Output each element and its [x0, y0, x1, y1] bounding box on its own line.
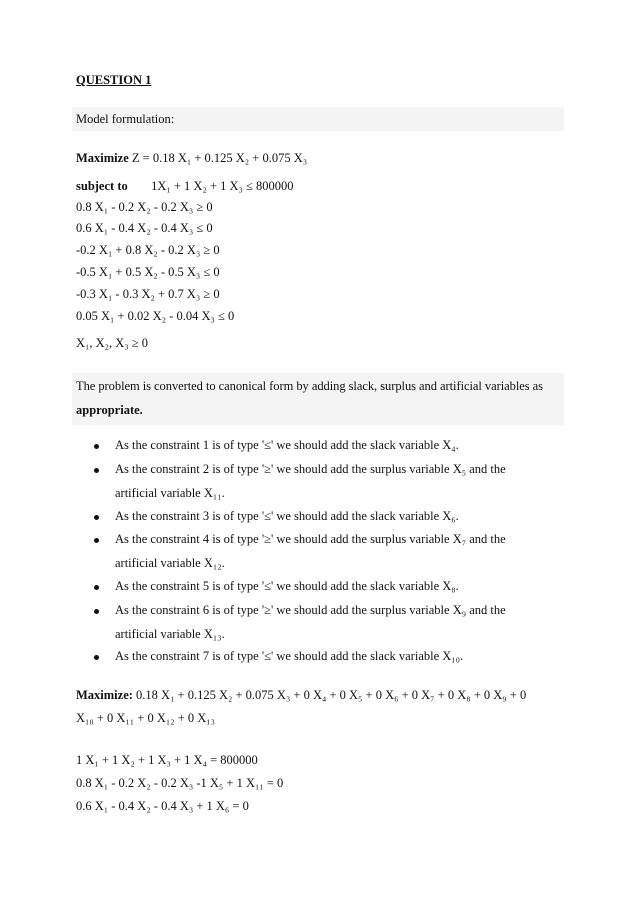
bullet-4: As the constraint 4 is of type '≥' we should add the surplus variable X₇ and the	[115, 532, 506, 546]
objective-expression: Z = 0.18 X₁ + 0.125 X₂ + 0.075 X₃	[131, 151, 308, 165]
bullet-7: As the constraint 7 is of type '≤' we should add the slack variable X₁₀.	[115, 649, 464, 663]
bullet-6-cont: artificial variable X₁₃.	[115, 627, 225, 641]
subject-to-keyword: subject to	[76, 179, 128, 193]
equation-3: 0.6 X₁ - 0.4 X₂ - 0.4 X₃ + 1 X₆ = 0	[76, 799, 249, 813]
bullet-4-cont: artificial variable X₁₂.	[115, 556, 225, 570]
bullet-3: As the constraint 3 is of type '≤' we should add the slack variable X₆.	[115, 509, 459, 523]
constraint-1: 1X₁ + 1 X₂ + 1 X₃ ≤ 800000	[151, 179, 294, 193]
maximize-canonical-line1	[76, 687, 526, 703]
bullet-6: As the constraint 6 is of type '≥' we should add the surplus variable X₉ and the	[115, 603, 506, 617]
constraint-4: -0.2 X₁ + 0.8 X₂ - 0.2 X₃ ≥ 0	[76, 243, 220, 257]
maximize-keyword: Maximize	[76, 151, 129, 165]
bullet-2: As the constraint 2 is of type '≥' we should add the surplus variable X₅ and the	[115, 462, 506, 476]
bullet-6-dot	[94, 609, 99, 614]
constraint-3: 0.6 X₁ - 0.4 X₂ - 0.4 X₃ ≤ 0	[76, 221, 213, 235]
equation-1: 1 X₁ + 1 X₂ + 1 X₃ + 1 X₄ = 800000	[76, 753, 258, 767]
nonnegativity-line: X₁, X₂, X₃ ≥ 0	[76, 336, 149, 350]
constraint-5: -0.5 X₁ + 0.5 X₂ - 0.5 X₃ ≤ 0	[76, 265, 220, 279]
question-heading: QUESTION 1	[76, 73, 152, 87]
bullet-1: As the constraint 1 is of type '≤' we should add the slack variable X₄.	[115, 438, 459, 452]
equation-2: 0.8 X₁ - 0.2 X₂ - 0.2 X₃ -1 X₅ + 1 X₁₁ = 0	[76, 776, 284, 790]
model-label: Model formulation:	[76, 112, 175, 126]
constraint-2: 0.8 X₁ - 0.2 X₂ - 0.2 X₃ ≥ 0	[76, 200, 213, 214]
bullet-1-dot	[94, 444, 99, 449]
bullet-5: As the constraint 5 is of type '≤' we should add the slack variable X₈.	[115, 579, 459, 593]
objective-line	[76, 150, 307, 166]
canonical-text-line1: The problem is converted to canonical form by adding slack, surplus and artificial variables as	[76, 379, 543, 393]
subject-to-line	[76, 178, 294, 194]
bullet-2-cont: artificial variable X₁₁.	[115, 486, 225, 500]
bullet-2-dot	[94, 468, 99, 473]
maximize-canonical-expression: 0.18 X₁ + 0.125 X₂ + 0.075 X₃ + 0 X₄ + 0 X₅ + 0 X₆ + 0 X₇ + 0 X₈ + 0 X₉ + 0	[136, 688, 527, 702]
bullet-7-dot	[94, 655, 99, 660]
canonical-text-line2: appropriate.	[76, 403, 143, 417]
bullet-4-dot	[94, 538, 99, 543]
bullet-5-dot	[94, 585, 99, 590]
maximize-canonical-keyword: Maximize:	[76, 688, 133, 702]
maximize-canonical-line2: X₁₀ + 0 X₁₁ + 0 X₁₂ + 0 X₁₃	[76, 711, 215, 725]
constraint-7: 0.05 X₁ + 0.02 X₂ - 0.04 X₃ ≤ 0	[76, 309, 235, 323]
bullet-3-dot	[94, 515, 99, 520]
constraint-6: -0.3 X₁ - 0.3 X₂ + 0.7 X₃ ≥ 0	[76, 287, 220, 301]
